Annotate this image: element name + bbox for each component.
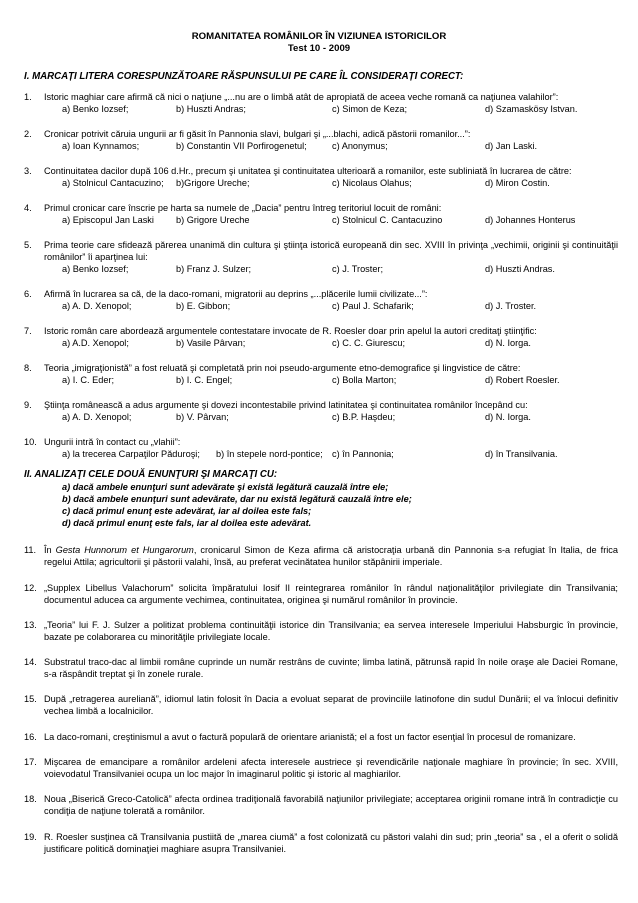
option-a[interactable]: a) A. D. Xenopol; [62,301,132,311]
question-text: Istoric maghiar care afirmă că nici o naţiune „...nu are o limbă atât de apropiată de aceea veche romană ca naţiunea valahilor”: [44,92,559,102]
question-text: Substratul traco-dac al limbii române cuprinde un număr restrâns de cuvinte; limba latină, pătrunsă rapid în noile oraşe ale Daciei Romane, s-a răspândit treptat şi în zonele rurale. [44,657,618,680]
option-b[interactable]: b) Huszti Andras; [176,104,246,114]
question-text: Ştiinţa românească a adus argumente şi dovezi incontestabile privind latinitatea şi continuitatea românilor începând cu: [44,400,528,410]
question-number: 14. [24,657,37,667]
question-text: Istoric român care abordează argumentele contestatare invocate de R. Roesler doar prin apelul la autori creditaţi ştiinţific: [44,326,537,336]
option-c[interactable]: c) C. C. Giurescu; [332,338,406,348]
question-number: 9. [24,400,32,410]
option-c[interactable]: c) Stolnicul C. Cantacuzino [332,215,443,225]
question-number: 17. [24,757,37,767]
option-c[interactable]: c) Paul J. Schafarik; [332,301,414,311]
option-a[interactable]: a) I. C. Eder; [62,375,115,385]
criterion-b: b) dacă ambele enunţuri sunt adevărate, dar nu există legătură cauzală între ele; [62,494,412,504]
question-text: „Teoria” lui F. J. Sulzer a politizat problema continuităţii istorice din Transilvania; ea servea interesele Imperiului Habsburgic în provincie, bazate pe colaborarea cu minorităţile privilegiate locale. [44,620,618,643]
question-9-options [62,412,622,424]
question-number: 13. [24,620,37,630]
question-6-options [62,301,622,313]
option-b[interactable]: b) Vasile Pârvan; [176,338,246,348]
question-number: 11. [24,545,37,555]
option-c[interactable]: c) Bolla Marton; [332,375,397,385]
option-d[interactable]: d) Robert Roesler. [485,375,560,385]
question-10-options [62,449,622,461]
question-text-post: , cronicarul Simon de Keza afirma că aristocraţia urbană din Pannonia s-a refugiat în Italia, de frica regelui Attila; agricultorii şi păstorii valahi, însă, au preferat vecinătatea hunilor stăpânirii imperiale. [44,545,619,568]
question-number: 2. [24,129,32,139]
question-text: Ungurii intră în contact cu „vlahii”: [44,437,181,447]
option-c[interactable]: c) Nicolaus Olahus; [332,178,412,188]
question-1-options [62,104,622,116]
option-b[interactable]: b) I. C. Engel; [176,375,233,385]
question-number: 19. [24,832,37,842]
section-1-heading: I. MARCAȚI LITERA CORESPUNZĂTOARE RĂSPUNSULUI PE CARE ÎL CONSIDERAȚI CORECT: [24,71,464,82]
option-a[interactable]: a) Benko Iozsef; [62,104,129,114]
question-text: Noua „Biserică Greco-Catolică” afecta ordinea tradiţională favorabilă naţiunilor privilegiate; acceptarea originii romane intră în contradicţie cu condiţia de naţiune tolerată a românilor. [44,794,618,817]
question-number: 1. [24,92,32,102]
option-c[interactable]: c) Anonymus; [332,141,388,151]
option-c[interactable]: c) B.P. Haşdeu; [332,412,396,422]
option-d[interactable]: d) N. Iorga. [485,338,531,348]
document-title: ROMANITATEA ROMÂNILOR ÎN VIZIUNEA ISTORICILOR [191,31,447,42]
work-title: Gesta Hunnorum et Hungarorum [55,545,194,555]
option-a[interactable]: a) Stolnicul Cantacuzino; [62,178,164,188]
question-number: 16. [24,732,37,742]
option-d[interactable]: d) Johannes Honterus [485,215,576,225]
question-4-options [62,215,622,227]
option-b[interactable]: b) Grigore Ureche [176,215,250,225]
option-d[interactable]: d) Jan Laski. [485,141,538,151]
question-2-options [62,141,622,153]
section-2-heading: II. ANALIZAŢI CELE DOUĂ ENUNŢURI ŞI MARCAŢI CU: [24,469,278,480]
question-text [44,544,618,568]
question-8-options [62,375,622,387]
option-a[interactable]: a) la trecerea Carpaţilor Păduroşi; [62,449,200,459]
question-text: Cronicar potrivit căruia ungurii ar fi găsit în Pannonia slavi, bulgari şi „...blachi, adică păstorii romanilor...”: [44,129,471,139]
question-text: Continuitatea dacilor după 106 d.Hr., precum şi unitatea şi continuitatea ulterioară a romanilor, este subliniată în lucrarea de către: [44,166,572,176]
document-subtitle: Test 10 - 2009 [287,43,351,54]
option-c[interactable]: c) în Pannonia; [332,449,394,459]
question-number: 6. [24,289,32,299]
option-a[interactable]: a) Ioan Kynnamos; [62,141,140,151]
option-b[interactable]: b)Grigore Ureche; [176,178,250,188]
option-d[interactable]: d) în Transilvania. [485,449,558,459]
criterion-d: d) dacă primul enunţ este fals, iar al doilea este adevărat. [62,518,312,528]
option-b[interactable]: b) Constantin VII Porfirogenetul; [176,141,307,151]
option-c[interactable]: c) J. Troster; [332,264,384,274]
question-text: Teoria „imigraţionistă” a fost reluată şi completată prin noi pseudo-argumente etno-demografice şi lingvistice de către: [44,363,521,373]
option-a[interactable]: a) Benko Iozsef; [62,264,129,274]
option-d[interactable]: d) J. Troster. [485,301,537,311]
option-c[interactable]: c) Simon de Keza; [332,104,408,114]
question-number: 12. [24,583,37,593]
question-number: 7. [24,326,32,336]
question-number: 5. [24,240,32,250]
option-d[interactable]: d) Huszti Andras. [485,264,555,274]
question-number: 4. [24,203,32,213]
option-b[interactable]: b) E. Gibbon; [176,301,231,311]
option-d[interactable]: d) N. Iorga. [485,412,531,422]
question-text: La daco-romani, creştinismul a avut o factură populară de orientare arianistă; el a fost un factor esenţial în procesul de romanizare. [44,732,576,742]
option-a[interactable]: a) Episcopul Jan Laski [62,215,154,225]
option-a[interactable]: a) A.D. Xenopol; [62,338,129,348]
question-5-options [62,264,622,276]
question-text: R. Roesler susţinea că Transilvania pustiită de „marea ciumă” a fost colonizată cu păstori valahi din sud; prin „teoria” sa , el a oferit o solidă justificare politică dominaţiei maghiare asupra Transilvaniei. [44,832,618,855]
option-a[interactable]: a) A. D. Xenopol; [62,412,132,422]
question-number: 3. [24,166,32,176]
question-text: „Supplex Libellus Valachorum” solicita împăratului Iosif II reintegrarea românilor în rândul naţionalităţilor privilegiate din Transilvania; documentul aducea ca argumente vechimea, continuitatea, originea şi numărul românilor în provincie. [44,583,618,606]
question-number: 15. [24,694,37,704]
question-text: Primul cronicar care înscrie pe harta sa numele de „Dacia” pentru întreg teritoriul locuit de români: [44,203,442,213]
option-d[interactable]: d) Miron Costin. [485,178,550,188]
question-text: Prima teorie care sfidează părerea unanimă din cultura şi ştiinţa istorică europeană din sec. XVIII în privinţa „vechimii, originii şi continuităţii românilor” îi aparţinea lui: [44,240,618,263]
question-3-options [62,178,622,190]
criterion-a: a) dacă ambele enunţuri sunt adevărate şi există legătură cauzală între ele; [62,482,389,492]
criterion-c: c) dacă primul enunţ este adevărat, iar al doilea este fals; [62,506,312,516]
option-d[interactable]: d) Szamaskösy Istvan. [485,104,578,114]
question-7-options [62,338,622,350]
question-text: După „retragerea aureliană”, idiomul latin folosit în Dacia a evoluat separat de provinciile latinofone din sudul Dunării; el va înlocui definitiv vechea limbă a localnicilor. [44,694,618,717]
option-b[interactable]: b) V. Pârvan; [176,412,229,422]
question-text: Afirmă în lucrarea sa că, de la daco-romani, migratorii au deprins „...plăcerile lumii civilizate...”: [44,289,428,299]
question-number: 10. [24,437,37,447]
question-text-pre: În [44,545,56,555]
option-b[interactable]: b) în stepele nord-pontice; [216,449,323,459]
question-text: Mişcarea de emancipare a românilor ardeleni afecta interesele austriece şi revendicările naţionale maghiare în provincie; în sec. XVIII, voievodatul Transilvaniei ocupa un loc major în imaginarul politic şi istoric al maghiarilor. [44,757,618,780]
option-b[interactable]: b) Franz J. Sulzer; [176,264,252,274]
question-number: 8. [24,363,32,373]
question-number: 18. [24,794,37,804]
